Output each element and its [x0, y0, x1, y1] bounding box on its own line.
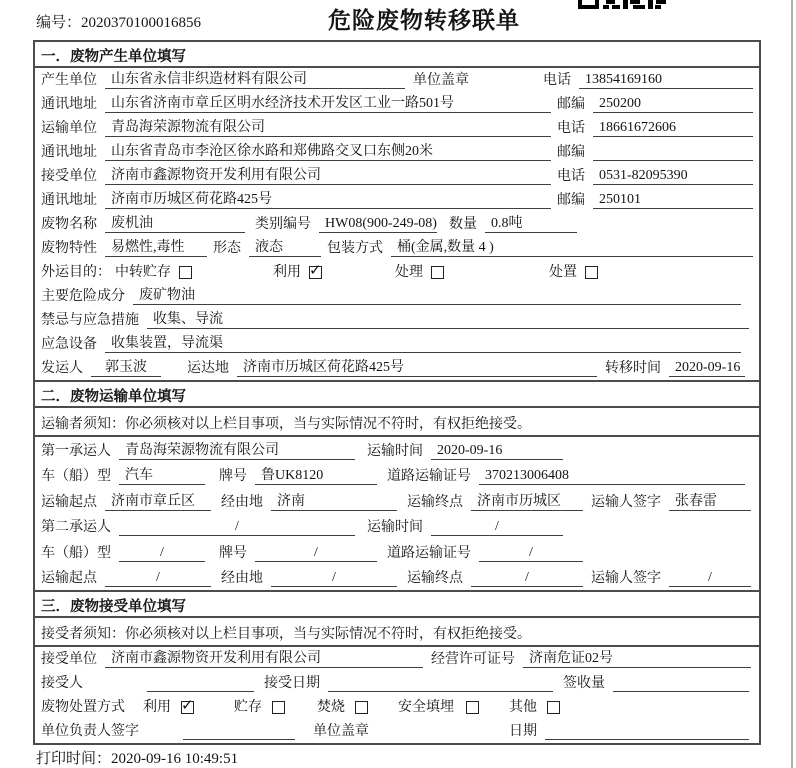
second-carrier-label: 第二承运人: [41, 520, 111, 535]
transport-time-label: 运输时间: [367, 443, 423, 459]
waste-property-label: 废物特性: [41, 241, 97, 256]
section3-heading: 三．废物接受单位填写: [35, 590, 759, 618]
via-value: 济南: [271, 490, 397, 511]
endpoint-label: 运输终点: [407, 494, 463, 510]
row-acceptor: [35, 671, 759, 695]
section1-heading: 一．废物产生单位填写: [35, 42, 759, 68]
row-waste-name: [35, 212, 759, 236]
disposal-other-checkbox: [547, 701, 560, 714]
origin-label: 运输起点: [41, 571, 97, 586]
row-transport-route-2: [35, 565, 759, 591]
carrier-signature-value: 张春雷: [669, 490, 751, 511]
packaging-label: 包装方式: [327, 241, 383, 256]
row-disposal-method: [35, 695, 759, 719]
option-treat-label: 处理: [395, 265, 423, 280]
producer-unit-label: 产生单位: [41, 73, 97, 88]
acceptor-label: 接受人: [41, 676, 83, 691]
transport-phone-value: 18661672606: [593, 120, 753, 137]
qr-code-fragment-icon: [578, 0, 666, 11]
first-carrier-label: 第一承运人: [41, 443, 111, 459]
receiver-unit-value: 济南市鑫源物资开发利用有限公司: [105, 164, 551, 185]
disposal-landfill-checkbox: [466, 701, 479, 714]
print-time-value: 2020-09-16 10:49:51: [111, 751, 239, 767]
vehicle-type-value-2: /: [119, 545, 205, 562]
producer-zip-value: 250200: [593, 96, 753, 113]
transit-storage-checkbox: [179, 266, 192, 279]
row-receiver-unit: [35, 164, 759, 188]
waste-name-value: 废机油: [105, 212, 245, 233]
serial-label: 编号：: [36, 15, 82, 31]
utilize-checkbox: [309, 266, 322, 279]
road-permit-value-2: /: [479, 545, 583, 562]
shipper-value: 郭玉波: [91, 356, 161, 377]
quantity-label: 数量: [449, 217, 477, 232]
producer-phone-value: 13854169160: [579, 72, 753, 89]
page-title: 危险废物转移联单: [328, 8, 520, 33]
row-producer-address: [35, 92, 759, 116]
vehicle-type-value: 汽车: [119, 464, 205, 485]
print-time-label: 打印时间：: [36, 751, 112, 767]
endpoint-value: 济南市历城区: [471, 490, 583, 511]
transport-time-value: 2020-09-16: [431, 443, 563, 460]
via-label: 经由地: [221, 571, 263, 586]
carrier-signature-value-2: /: [669, 570, 751, 587]
receiver-notice: 接受者须知：你必须核对以上栏目事项，当与实际情况不符时，有权拒绝接受。: [35, 618, 759, 647]
received-amount-label: 签收量: [563, 676, 605, 691]
serial-value: 2020370100016856: [81, 15, 202, 31]
option-landfill-label: 安全填埋: [398, 700, 454, 715]
disposal-utilize-checkbox: [181, 701, 194, 714]
destination-label: 运达地: [187, 361, 229, 376]
emergency-measures-value: 收集、导流: [147, 308, 749, 329]
zip-label: 邮编: [557, 97, 585, 112]
address-label: 通讯地址: [41, 193, 97, 208]
unit-seal-label: 单位盖章: [313, 724, 369, 739]
section2-heading: 二．废物运输单位填写: [35, 380, 759, 408]
form-state-value: 液态: [249, 236, 321, 257]
phone-label: 电话: [543, 73, 571, 88]
row-waste-property: [35, 236, 759, 260]
transfer-purpose-label: 外运目的：: [41, 265, 111, 280]
row-shipper: [35, 356, 759, 380]
license-number-value: 济南危证02号: [523, 647, 751, 668]
receiver-address-value: 济南市历城区荷花路425号: [105, 188, 551, 209]
transfer-time-value: 2020-09-16: [669, 360, 745, 377]
row-receiver-address: [35, 188, 759, 212]
packaging-value: 桶(金属,数量 4 ): [391, 236, 753, 257]
form-state-label: 形态: [213, 241, 241, 256]
transport-address-value: 山东省青岛市李沧区徐水路和郑佛路交叉口东侧20米: [105, 140, 551, 161]
disposal-method-label: 废物处置方式: [41, 700, 125, 715]
accepting-unit-label: 接受单位: [41, 652, 97, 667]
date-label: 日期: [509, 724, 537, 739]
responsible-signature-value: [183, 723, 295, 740]
hazard-component-value: 废矿物油: [133, 284, 741, 305]
date-value: [545, 723, 749, 740]
option-store-label: 贮存: [234, 700, 262, 715]
emergency-equipment-label: 应急设备: [41, 337, 97, 352]
transport-zip-value: [593, 144, 753, 161]
waste-property-value: 易燃性,毒性: [105, 236, 207, 257]
row-transport-route-1: [35, 488, 759, 514]
row-vehicle-type-2: [35, 539, 759, 565]
row-responsible-signature: [35, 719, 759, 743]
origin-label: 运输起点: [41, 494, 97, 510]
option-other-label: 其他: [509, 700, 537, 715]
category-code-value: HW08(900-249-08): [319, 216, 437, 233]
received-amount-value: [613, 675, 749, 692]
plate-number-label: 牌号: [219, 545, 247, 561]
receiver-zip-value: 250101: [593, 192, 753, 209]
first-carrier-value: 青岛海荣源物流有限公司: [119, 439, 355, 460]
emergency-equipment-value: 收集装置，导流渠: [105, 332, 741, 353]
quantity-value: 0.8吨: [485, 212, 577, 233]
zip-label: 邮编: [557, 193, 585, 208]
row-emergency-equipment: [35, 332, 759, 356]
road-permit-label: 道路运输证号: [387, 469, 471, 484]
dispose-checkbox: [585, 266, 598, 279]
hazard-component-label: 主要危险成分: [41, 289, 125, 304]
emergency-measures-label: 禁忌与应急措施: [41, 313, 139, 328]
carrier-signature-label: 运输人签字: [591, 494, 661, 510]
row-producer-unit: [35, 68, 759, 92]
print-time: [36, 747, 238, 768]
row-hazard-component: [35, 284, 759, 308]
row-vehicle-type-1: [35, 463, 759, 489]
row-emergency-measures: [35, 308, 759, 332]
transfer-time-label: 转移时间: [605, 361, 661, 376]
row-transfer-purpose: [35, 260, 759, 284]
option-incinerate-label: 焚烧: [317, 700, 345, 715]
transport-time-label: 运输时间: [367, 520, 423, 535]
vehicle-type-label: 车（船）型: [41, 469, 111, 484]
waste-name-label: 废物名称: [41, 217, 97, 232]
receiver-unit-label: 接受单位: [41, 169, 97, 184]
endpoint-value-2: /: [471, 570, 583, 587]
option-transit-storage-label: 中转贮存: [115, 265, 171, 280]
license-number-label: 经营许可证号: [431, 652, 515, 667]
producer-address-value: 山东省济南市章丘区明水经济技术开发区工业一路501号: [105, 92, 551, 113]
serial-number: [36, 11, 201, 32]
disposal-incinerate-checkbox: [355, 701, 368, 714]
disposal-store-checkbox: [272, 701, 285, 714]
row-first-carrier: [35, 437, 759, 463]
row-accepting-unit: [35, 647, 759, 671]
plate-number-label: 牌号: [219, 469, 247, 484]
page-right-edge: [791, 0, 793, 768]
endpoint-label: 运输终点: [407, 571, 463, 586]
option-dispose-label: 处置: [549, 265, 577, 280]
plate-number-value-2: /: [255, 545, 377, 562]
origin-value-2: /: [105, 570, 211, 587]
transport-unit-value: 青岛海荣源物流有限公司: [105, 116, 551, 137]
address-label: 通讯地址: [41, 145, 97, 160]
row-second-carrier: [35, 514, 759, 540]
phone-label: 电话: [557, 121, 585, 136]
via-value-2: /: [271, 570, 397, 587]
origin-value: 济南市章丘区: [105, 490, 211, 511]
responsible-signature-label: 单位负责人签字: [41, 724, 139, 739]
plate-number-value: 鲁UK8120: [255, 464, 377, 485]
accept-date-label: 接受日期: [264, 676, 320, 691]
option-utilize-label: 利用: [143, 700, 171, 715]
via-label: 经由地: [221, 494, 263, 510]
phone-label: 电话: [557, 169, 585, 184]
transport-time-value-2: /: [431, 519, 563, 536]
road-permit-label: 道路运输证号: [387, 545, 471, 561]
vehicle-type-label: 车（船）型: [41, 545, 111, 561]
acceptor-value: [147, 675, 254, 692]
option-utilize-label: 利用: [273, 265, 301, 280]
manifest-form-table: [33, 40, 761, 745]
receiver-phone-value: 0531-82095390: [593, 168, 753, 185]
row-transport-unit: [35, 116, 759, 140]
destination-value: 济南市历城区荷花路425号: [237, 356, 597, 377]
transporter-notice: 运输者须知：你必须核对以上栏目事项，当与实际情况不符时，有权拒绝接受。: [35, 408, 759, 437]
zip-label: 邮编: [557, 145, 585, 160]
carrier-signature-label: 运输人签字: [591, 571, 661, 586]
row-transport-address: [35, 140, 759, 164]
accepting-unit-value: 济南市鑫源物资开发利用有限公司: [105, 647, 423, 668]
transport-unit-label: 运输单位: [41, 121, 97, 136]
producer-unit-value: 山东省永信非织造材料有限公司: [105, 68, 405, 89]
unit-seal-label: 单位盖章: [413, 73, 469, 88]
accept-date-value: [328, 675, 553, 692]
address-label: 通讯地址: [41, 97, 97, 112]
category-code-label: 类别编号: [255, 217, 311, 232]
second-carrier-value: /: [119, 519, 355, 536]
treat-checkbox: [431, 266, 444, 279]
road-permit-value: 370213006408: [479, 468, 745, 485]
shipper-label: 发运人: [41, 361, 83, 376]
